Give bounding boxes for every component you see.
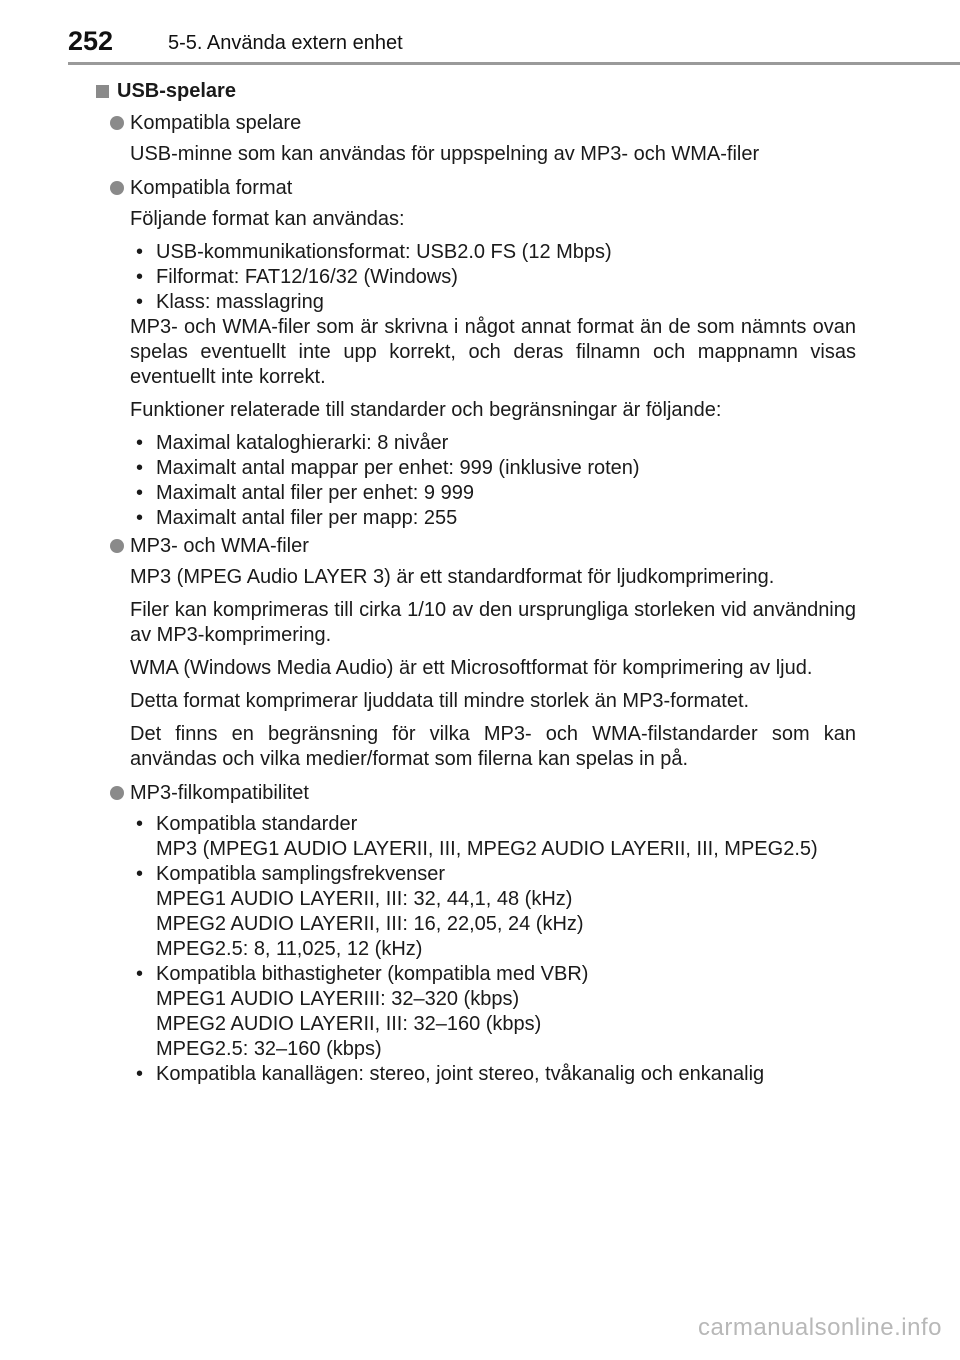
bullet-dot: • (136, 863, 144, 885)
list-item-line: MPEG2.5: 8, 11,025, 12 (kHz) (156, 938, 423, 960)
compat-list (130, 812, 856, 1087)
section-heading (96, 78, 856, 104)
list-item-line: MPEG2.5: 32–160 (kbps) (156, 1038, 382, 1060)
bullet-dot: • (136, 241, 144, 263)
subheading-text: Kompatibla spelare (130, 111, 302, 134)
list-item-line: MPEG1 AUDIO LAYERII, III: 32, 44,1, 48 (kHz) (156, 888, 573, 910)
list-item (130, 1062, 856, 1087)
paragraph: Följande format kan användas: (130, 208, 405, 230)
bullet-dot: • (136, 507, 144, 529)
page-header (0, 0, 960, 60)
bullet-dot: • (136, 457, 144, 479)
paragraph: Detta format komprimerar ljuddata till mindre storlek än MP3-formatet. (130, 690, 750, 712)
subheading-mp3-wma (110, 533, 856, 559)
section-title: 5-5. Använda extern enhet (168, 32, 403, 54)
bullet-dot: • (136, 1063, 144, 1085)
list-item-title: Kompatibla standarder (156, 813, 358, 835)
list-item: • Filformat: FAT12/16/32 (Windows) (130, 265, 856, 290)
bullet-dot: • (136, 266, 144, 288)
list-item (130, 812, 856, 862)
list-item (130, 962, 856, 1062)
paragraph: MP3- och WMA-filer som är skrivna i något annat format än de som nämnts ovan spelas eventuellt inte upp korrekt, och deras filnamn och mappnamn visas eventuellt inte korrekt. (130, 316, 856, 388)
bullet-dot: • (136, 813, 144, 835)
square-bullet-icon (96, 85, 109, 98)
circle-bullet-icon (110, 116, 124, 130)
subheading-formats (110, 175, 856, 201)
list-item-title: Kompatibla kanallägen: stereo, joint stereo, tvåkanalig och enkanalig (156, 1063, 765, 1085)
list-item-line: MPEG1 AUDIO LAYERIII: 32–320 (kbps) (156, 988, 520, 1010)
bullet-dot: • (136, 482, 144, 504)
subheading-mp3-compat (110, 780, 856, 806)
paragraph: Filer kan komprimeras till cirka 1/10 av den ursprungliga storleken vid användning av MP3-komprimering. (130, 599, 856, 646)
paragraph: USB-minne som kan användas för uppspelning av MP3- och WMA-filer (130, 143, 760, 165)
watermark: carmanualsonline.info (698, 1314, 942, 1341)
list-item: • Maximal kataloghierarki: 8 nivåer (130, 431, 856, 456)
circle-bullet-icon (110, 786, 124, 800)
subheading-text: MP3- och WMA-filer (130, 534, 309, 557)
list-item: • Maximalt antal filer per enhet: 9 999 (130, 481, 856, 506)
header-divider (68, 62, 960, 65)
paragraph: WMA (Windows Media Audio) är ett Microsoftformat för komprimering av ljud. (130, 657, 813, 679)
section-heading-text: USB-spelare (117, 79, 236, 102)
subheading-text: MP3-filkompatibilitet (130, 781, 309, 804)
page-number: 252 (68, 26, 114, 56)
list-item-title: Kompatibla samplingsfrekvenser (156, 863, 446, 885)
limits-list (130, 431, 856, 531)
bullet-dot: • (136, 432, 144, 454)
list-item-line: MPEG2 AUDIO LAYERII, III: 16, 22,05, 24 (kHz) (156, 913, 584, 935)
circle-bullet-icon (110, 181, 124, 195)
list-item-line: MPEG2 AUDIO LAYERII, III: 32–160 (kbps) (156, 1013, 542, 1035)
paragraph: MP3 (MPEG Audio LAYER 3) är ett standardformat för ljudkomprimering. (130, 566, 775, 588)
list-item-title: Kompatibla bithastigheter (kompatibla med VBR) (156, 963, 589, 985)
bullet-dot: • (136, 291, 144, 313)
list-item: • Maximalt antal mappar per enhet: 999 (inklusive roten) (130, 456, 856, 481)
list-item-line: MP3 (MPEG1 AUDIO LAYERII, III, MPEG2 AUDIO LAYERII, III, MPEG2.5) (156, 838, 818, 860)
format-list (130, 240, 856, 315)
subheading-players (110, 110, 856, 136)
circle-bullet-icon (110, 539, 124, 553)
paragraph: Det finns en begränsning för vilka MP3- och WMA-filstandarder som kan användas och vilka medier/format som filerna kan spelas in på. (130, 723, 856, 770)
list-item: • Klass: masslagring (130, 290, 856, 315)
subheading-text: Kompatibla format (130, 176, 293, 199)
paragraph: Funktioner relaterade till standarder och begränsningar är följande: (130, 399, 722, 421)
page-content (96, 78, 856, 1095)
list-item: • USB-kommunikationsformat: USB2.0 FS (12 Mbps) (130, 240, 856, 265)
bullet-dot: • (136, 963, 144, 985)
list-item (130, 862, 856, 962)
list-item: • Maximalt antal filer per mapp: 255 (130, 506, 856, 531)
